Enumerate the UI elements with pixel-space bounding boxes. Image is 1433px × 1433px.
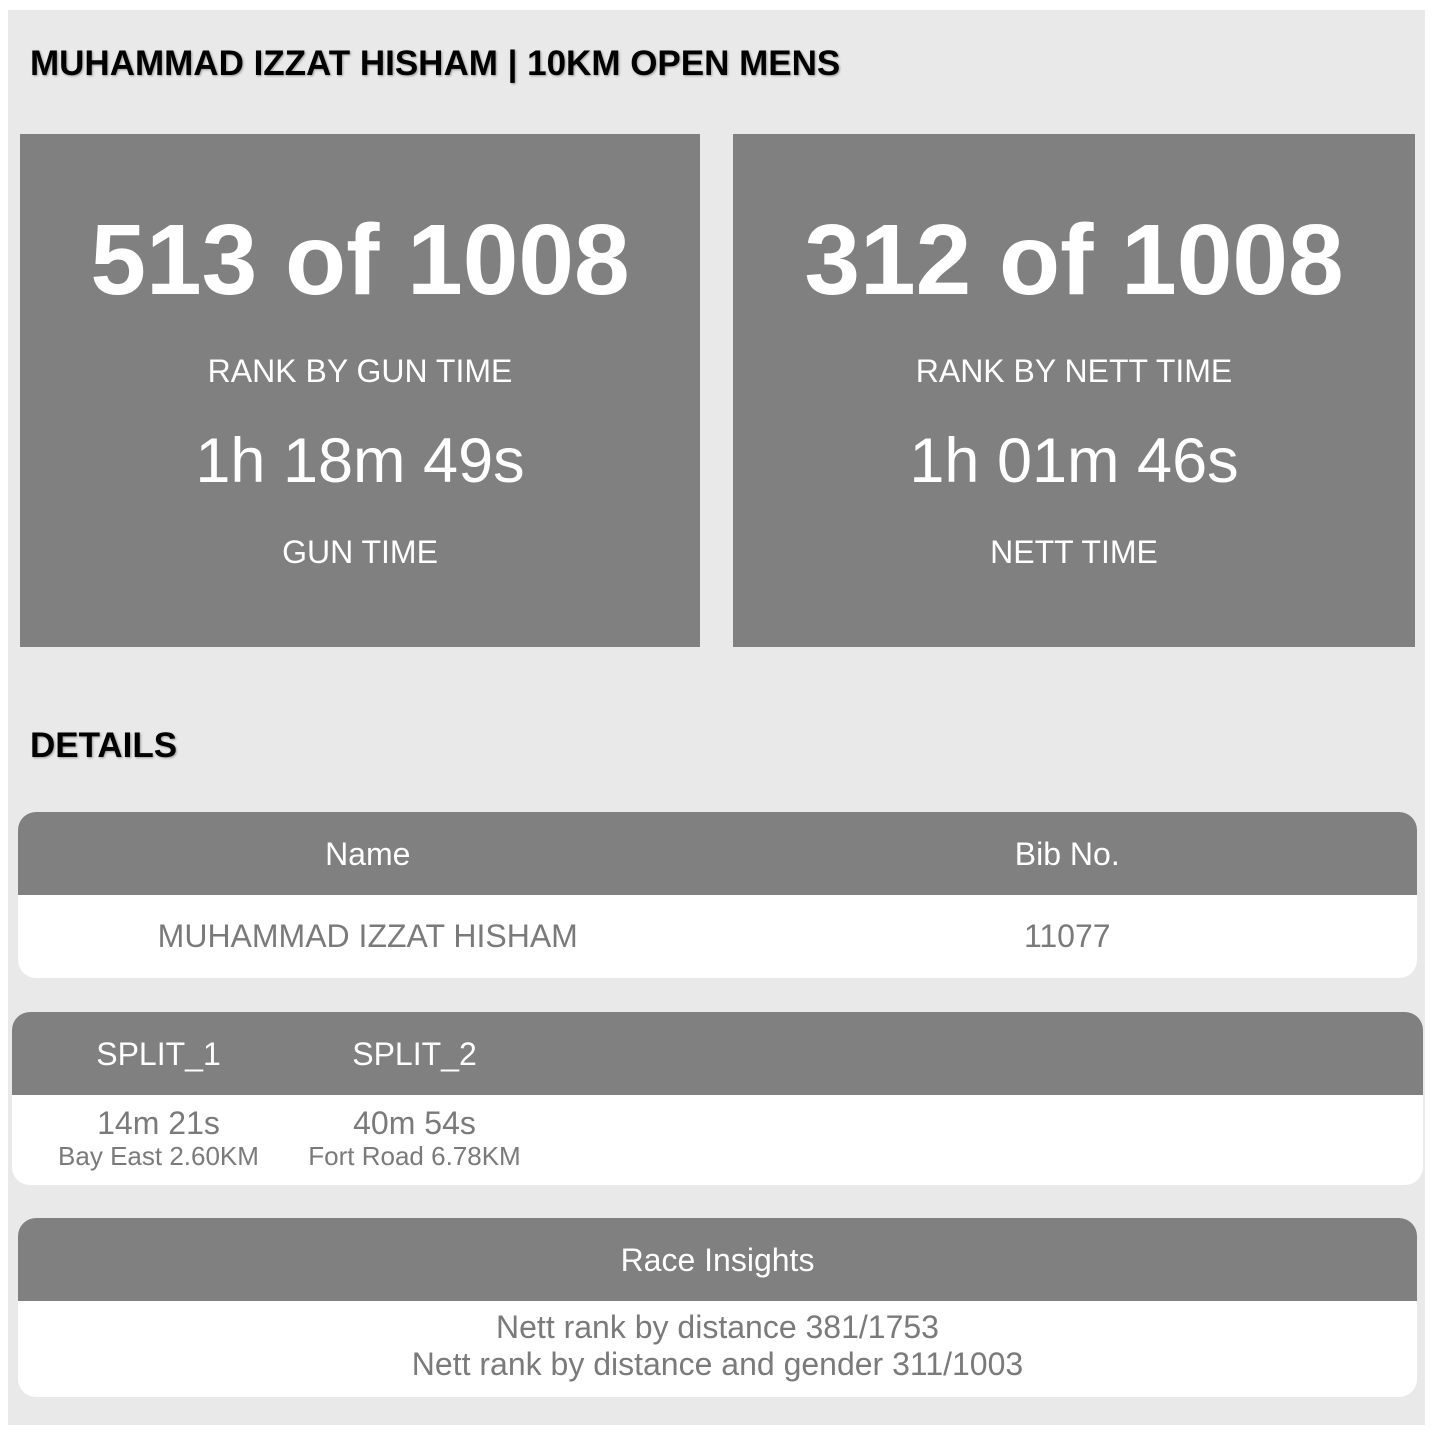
gun-time-value: 1h 18m 49s (195, 426, 525, 496)
gun-rank-label: RANK BY GUN TIME (207, 353, 513, 389)
column-header-bib: Bib No. (1014, 836, 1120, 872)
split-1-cell (32, 1105, 285, 1171)
splits-table-row (12, 1095, 1423, 1185)
column-header-name: Name (325, 836, 411, 872)
insight-line: Nett rank by distance and gender 311/1003 (411, 1346, 1024, 1382)
table-row (18, 895, 1417, 978)
split-2-cell (302, 1105, 527, 1171)
bib-number: 11077 (1023, 918, 1111, 954)
runner-name: MUHAMMAD IZZAT HISHAM (157, 918, 578, 954)
split-2-time: 40m 54s (353, 1105, 476, 1141)
page-title: MUHAMMAD IZZAT HISHAM | 10KM OPEN MENS (30, 44, 841, 83)
race-insights-title: Race Insights (620, 1242, 815, 1278)
nett-time-value: 1h 01m 46s (909, 426, 1239, 496)
nett-time-label: NETT TIME (990, 534, 1158, 570)
details-table (18, 812, 1417, 978)
details-heading: DETAILS (30, 726, 178, 765)
nett-rank-label: RANK BY NETT TIME (915, 353, 1233, 389)
race-insights-body (18, 1301, 1417, 1383)
details-table-header (18, 812, 1417, 895)
split-2-location: Fort Road 6.78KM (308, 1141, 521, 1171)
gun-time-card (20, 134, 700, 647)
split-1-time: 14m 21s (97, 1105, 220, 1141)
split-1-location: Bay East 2.60KM (58, 1141, 259, 1171)
nett-time-card (733, 134, 1415, 647)
gun-rank-value: 513 of 1008 (90, 204, 630, 316)
nett-rank-value: 312 of 1008 (804, 204, 1344, 316)
split-1-header: SPLIT_1 (96, 1036, 221, 1072)
race-insights-panel (18, 1218, 1417, 1397)
splits-table (12, 1012, 1423, 1185)
results-page (8, 10, 1425, 1425)
insight-line: Nett rank by distance 381/1753 (496, 1309, 939, 1345)
splits-table-header (12, 1012, 1423, 1095)
gun-time-label: GUN TIME (282, 534, 438, 570)
split-2-header: SPLIT_2 (352, 1036, 477, 1072)
race-insights-header (18, 1218, 1417, 1301)
